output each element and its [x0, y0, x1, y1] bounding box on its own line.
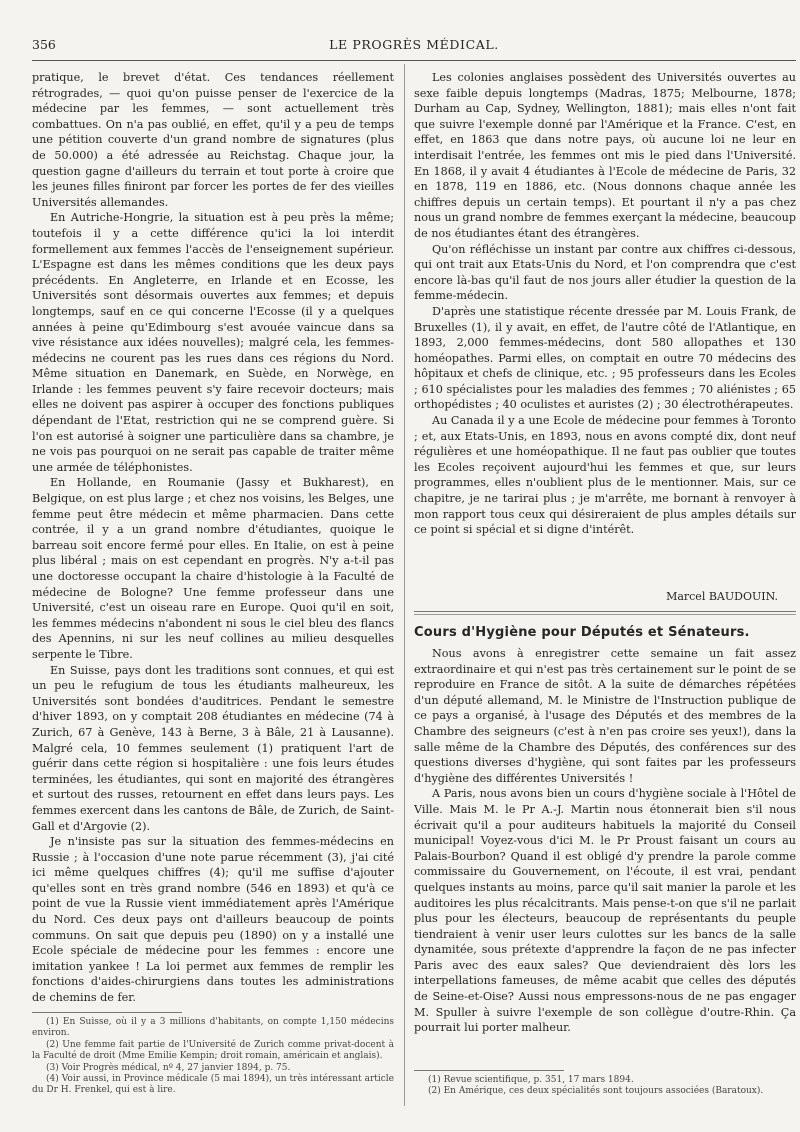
- paragraph: Je n'insiste pas sur la situation des femmes-médecins en Russie ; à l'occasion d'une note parue récemment (3), j'ai cité ici même quelques chiffres (4); qu'il me suffise d'ajouter qu'elles sont en très grand nombre (546 en 1893) et qu'à ce point de vue la Russie vient immédiatement après l'Amérique du Nord. Ces deux pays ont d'ailleurs beaucoup de points communs. On sait que depuis peu (1890) on y a installé une Ecole spéciale de médecine pour les femmes : encore une imitation yankee ! La loi permet aux femmes de remplir les fonctions d'aides-chirurgiens dans toutes les administrations de chemins de fer.: [32, 835, 394, 1005]
- paragraph: D'après une statistique récente dressée par M. Louis Frank, de Bruxelles (1), il y avait, en effet, de l'autre côté de l'Atlantique, en 1893, 2,000 femmes-médecins, dont 580 allopathes et 130 homéopathes. Parmi elles, on comptait en outre 70 médecins des hôpitaux et chefs de clinique, etc. ; 95 professeurs dans les Ecoles ; 610 spécialistes pour les maladies des femmes ; 70 aliénistes ; 65 orthopédistes ; 40 oculistes et auristes (2) ; 30 électrothérapeutes.: [414, 304, 796, 412]
- footnote-rule: [414, 1070, 564, 1071]
- header-rule: [32, 60, 796, 61]
- section-text: [414, 646, 796, 1078]
- footnote: (4) Voir aussi, in Province médicale (5 mai 1894), un très intéressant article du Dr H. Frenkel, qui est à lire.: [32, 1074, 394, 1096]
- section-rule: [414, 611, 796, 612]
- paragraph: Qu'on réfléchisse un instant par contre aux chiffres ci-dessous, qui ont trait aux Etats-Unis du Nord, et l'on comprendra que c'est encore là-bas qu'il faut de nos jours aller étudier la question de la femme-médecin.: [414, 242, 796, 303]
- footnote: (1) Revue scientifique, p. 351, 17 mars 1894.: [428, 1075, 634, 1085]
- paragraph: pratique, le brevet d'état. Ces tendances réellement rétrogrades, — quoi qu'on puisse penser de l'exercice de la médecine par les femmes, — sont actuellement très combattues. On n'a pas oublié, en effet, qu'il y a peu de temps une pétition couverte d'un grand nombre de signatures (plus de 50.000) a été adressée au Reichstag. Chaque jour, la question gagne d'ailleurs du terrain et tout porte à croire que les jeunes filles finiront par forcer les portes de fer des vieilles Universités allemandes.: [32, 71, 394, 209]
- column-divider: [404, 64, 405, 1106]
- paragraph: Au Canada il y a une Ecole de médecine pour femmes à Toronto ; et, aux Etats-Unis, en 1893, nous en avons compté dix, dont neuf régulières et une homéopathique. Il ne faut pas oublier que toutes les Ecoles reçoivent aujourd'hui les femmes et que, sur leurs programmes, elles n'oublient plus de le mentionner. Mais, sur ce chapitre, je ne tarirai plus ; je m'arrête, me bornant à renvoyer à mon rapport tous ceux qui désireraient de plus amples détails sur ce point si spécial et si digne d'intérêt.: [414, 414, 796, 537]
- paragraph: En Suisse, pays dont les traditions sont connues, et qui est un peu le refugium de tous les étudiants malheureux, les Universités sont bondées d'auditrices. Pendant le semestre d'hiver 1893, on y comptait 208 étudiantes en médecine (74 à Zurich, 67 à Genève, 143 à Berne, 3 à Bâle, 21 à Lausanne). Malgré cela, 10 femmes seulement (1) pratiquent l'art de guérir dans cette région si hospitalière : une fois leurs études terminées, les étudiantes, qui sont en majorité des étrangères et surtout des russes, retournent en effet dans leurs pays. Les femmes exercent dans les cantons de Bâle, de Zurich, de Saint-Gall et d'Argovie (2).: [32, 663, 394, 833]
- left-column-text: [32, 70, 394, 1008]
- right-column: [414, 70, 796, 1078]
- paragraph: Nous avons à enregistrer cette semaine un fait assez extraordinaire et qui n'est pas très certainement sur le point de se reproduire en France de sitôt. A la suite de démarches répétées d'un député allemand, M. le Ministre de l'Instruction publique de ce pays a organisé, à l'usage des Députés et des membres de la Chambre des seigneurs (c'est à n'en pas croire ses yeux!), dans la salle même de la Chambre des Députés, des conférences sur des questions diverses d'hygiène, qui sont faites par les professeurs d'hygiène des différentes Universités !: [414, 647, 796, 785]
- running-header: [32, 37, 796, 57]
- journal-title: LE PROGRÈS MÉDICAL.: [329, 37, 499, 52]
- footnote: (3) Voir Progrès médical, nº 4, 27 janvier 1894, p. 75.: [46, 1062, 291, 1073]
- footnote: (2) En Amérique, ces deux spécialités sont toujours associées (Baratoux).: [428, 1086, 764, 1097]
- section-rule-second: [414, 614, 796, 615]
- left-footnotes: [32, 1012, 394, 1097]
- author-signature: Marcel BAUDOUIN.: [666, 590, 778, 603]
- page-number: 356: [32, 37, 56, 52]
- paragraph: En Autriche-Hongrie, la situation est à peu près la même; toutefois il y a cette différence qu'ici la loi interdit formellement aux femmes l'accès de l'enseignement supérieur. L'Espagne est dans les mêmes conditions que les deux pays précédents. En Angleterre, en Irlande et en Ecosse, les Universités sont désormais ouvertes aux femmes; et depuis longtemps, sauf en ce qui concerne l'Ecosse (il y a quelques années à peine qu'Edimbourg s'est avouée vaincue dans sa vive résistance aux idées nouvelles); malgré cela, les femmes-médecins ne courent pas les rues dans ces régions du Nord. Même situation en Danemark, en Suède, en Norwège, en Irlande : les femmes peuvent s'y faire recevoir docteurs; mais elles ne doivent pas aspirer à occuper des fonctions publiques dépendant de l'Etat, restriction qui ne se comprend guère. Si l'on est autorisé à soigner une particulière dans sa chambre, je ne vois pas pourquoi on ne serait pas capable de traiter même une armée de téléphonistes.: [32, 211, 394, 474]
- footnote-rule: [32, 1012, 182, 1013]
- footnote: (1) En Suisse, où il y a 3 millions d'habitants, on compte 1,150 médecins environ.: [32, 1017, 394, 1039]
- footnote: (2) Une femme fait partie de l'Université de Zurich comme privat-docent à la Faculté de droit (Mme Emilie Kempin; droit romain, américain et anglais).: [32, 1039, 394, 1062]
- section-heading: Cours d'Hygiène pour Députés et Sénateurs.: [414, 625, 750, 640]
- paragraph: En Hollande, en Roumanie (Jassy et Bukharest), en Belgique, on est plus large ; et chez nos voisins, les Belges, une femme peut être médecin et même pharmacien. Dans cette contrée, il y a un grand nombre d'étudiantes, quoique le barreau soit encore fermé pour elles. En Italie, on est à peine plus libéral ; mais on est cependant en progrès. N'y a-t-il pas une doctoresse occupant la chaire d'histologie à la Faculté de médecine de Bologne? Une femme professeur dans une Université, c'est un oiseau rare en Europe. Quoi qu'il en soit, les femmes médecins n'abondent ni sous le ciel bleu des flancs des Apennins, ni sur les neuf collines au milieu desquelles serpente le Tibre.: [32, 476, 394, 661]
- paragraph: A Paris, nous avons bien un cours d'hygiène sociale à l'Hôtel de Ville. Mais M. le Pr A.-J. Martin nous étonnerait bien s'il nous écrivait qu'il a pour auditeurs habituels la majorité du Conseil municipal! Voyez-vous d'ici M. le Pr Proust faisant un cours au Palais-Bourbon? Quand il est obligé d'y prendre la parole comme commissaire du Gouvernement, on l'écoute, il est vrai, pendant quelques instants au moins, parce qu'il sait manier la parole et les auditoires les plus récalcitrants. Mais pense-t-on que s'il ne parlait plus pour les électeurs, beaucoup de représentants du peuple tiendraient à venir user leurs culottes sur les bancs de la salle dynamitée, sous prétexte d'apprendre la façon de ne pas infecter Paris avec des eaux sales? Que deviendraient dès lors les interpellations fameuses, de même acabit que celles des députés de Seine-et-Oise? Aussi nous empressons-nous de ne pas engager M. Spuller à suivre l'exemple de son collègue d'outre-Rhin. Ça pourrait lui porter malheur.: [414, 787, 796, 1035]
- paragraph: Les colonies anglaises possèdent des Universités ouvertes au sexe faible depuis longtemps (Madras, 1875; Melbourne, 1878; Durham au Cap, Sydney, Wellington, 1881); mais elles n'ont fait que suivre l'exemple donné par l'Amérique et la France. C'est, en effet, en 1863 que dans notre pays, où aucune loi ne leur en interdisait l'entrée, les femmes ont mis le pied dans l'Université. En 1868, il y avait 4 étudiantes à l'Ecole de médecine de Paris, 32 en 1878, 119 en 1886, etc. (Nous donnons chaque année les chiffres depuis un certain temps). Et pourtant il n'y a pas chez nous un grand nombre de femmes exerçant la médecine, beaucoup de nos étudiantes étant des étrangères.: [414, 71, 796, 240]
- right-footnotes: [414, 1070, 796, 1098]
- left-column: [32, 70, 394, 1008]
- right-column-text: [414, 70, 796, 590]
